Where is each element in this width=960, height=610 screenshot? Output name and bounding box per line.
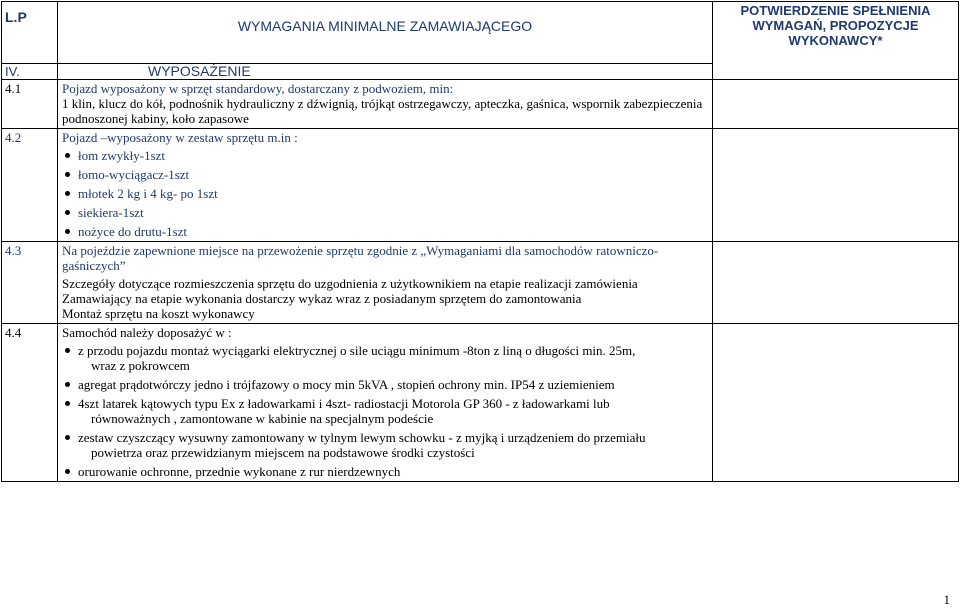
table-header-row xyxy=(2,2,959,64)
section-title: WYPOSAŻENIE xyxy=(58,64,713,80)
list-item: nożyce do drutu-1szt xyxy=(62,224,710,239)
item-text: Na pojeździe zapewnione miejsce na przewożenie sprzętu zgodnie z „Wymaganiami dla samochodów ratowniczo-gaśniczych” xyxy=(62,243,659,273)
table-row xyxy=(2,324,959,482)
lp-header: L.P xyxy=(2,2,58,64)
confirmation-cell[interactable] xyxy=(713,324,959,482)
item-text: Pojazd wyposażony w sprzęt standardowy, dostarczany z podwoziem, min: xyxy=(62,81,454,96)
list-item: agregat prądotwórczy jedno i trójfazowy o mocy min 5kVA , stopień ochrony min. IP54 z uziemieniem xyxy=(62,377,710,392)
section-number: IV. xyxy=(2,64,58,80)
item-title: Samochód należy doposażyć w : xyxy=(62,325,232,340)
bullet-list xyxy=(62,148,710,239)
table-row xyxy=(2,129,959,242)
list-item: 4szt latarek kątowych typu Ex z ładowarkami i 4szt- radiostacji Motorola GP 360 - z ładowarkami lub równoważnych , zamontowane w kabinie na specjalnym podeście xyxy=(62,396,710,426)
table-row xyxy=(2,80,959,129)
item-title: Pojazd –wyposażony w zestaw sprzętu m.in : xyxy=(62,130,298,145)
table-row xyxy=(2,242,959,324)
item-text: Zamawiający na etapie wykonania dostarczy wykaz wraz z posiadanym sprzętem do zamontowania xyxy=(62,291,582,306)
confirmation-cell[interactable] xyxy=(713,80,959,129)
page-number: 1 xyxy=(943,592,950,607)
item-number: 4.2 xyxy=(2,129,58,242)
list-item: siekiera-1szt xyxy=(62,205,710,220)
list-item: zestaw czyszczący wysuwny zamontowany w tylnym lewym schowku - z myjką i urządzeniem do przemiału powietrza oraz przewidzianym miejscem na podstawowe środki czystości xyxy=(62,430,710,460)
item-description xyxy=(58,242,713,324)
item-description xyxy=(58,80,713,129)
item-number: 4.1 xyxy=(2,80,58,129)
requirements-table xyxy=(1,1,959,482)
item-number: 4.3 xyxy=(2,242,58,324)
list-item: młotek 2 kg i 4 kg- po 1szt xyxy=(62,186,710,201)
item-text: Montaż sprzętu na koszt wykonawcy xyxy=(62,306,255,321)
item-description xyxy=(58,324,713,482)
item-number: 4.4 xyxy=(2,324,58,482)
list-item: orurowanie ochronne, przednie wykonane z rur nierdzewnych xyxy=(62,464,710,479)
list-item: łom zwykły-1szt xyxy=(62,148,710,163)
item-description xyxy=(58,129,713,242)
requirements-header: WYMAGANIA MINIMALNE ZAMAWIAJĄCEGO xyxy=(58,2,713,64)
confirmation-cell[interactable] xyxy=(713,129,959,242)
item-text: 1 klin, klucz do kół, podnośnik hydrauliczny z dźwignią, trójkąt ostrzegawczy, apteczka, gaśnica, wspornik zabezpieczenia podnoszonej kabiny, koło zapasowe xyxy=(62,96,703,126)
list-item: łomo-wyciągacz-1szt xyxy=(62,167,710,182)
bullet-list xyxy=(62,343,710,479)
list-item: z przodu pojazdu montaż wyciągarki elektrycznej o sile uciągu minimum -8ton z liną o długości min. 25m, wraz z pokrowcem xyxy=(62,343,710,373)
item-text: Szczegóły dotyczące rozmieszczenia sprzętu do uzgodnienia z użytkownikiem na etapie realizacji zamówienia xyxy=(62,276,638,291)
confirmation-header: POTWIERDZENIE SPEŁNIENIA WYMAGAŃ, PROPOZYCJE WYKONAWCY* xyxy=(713,2,959,80)
confirmation-cell[interactable] xyxy=(713,242,959,324)
